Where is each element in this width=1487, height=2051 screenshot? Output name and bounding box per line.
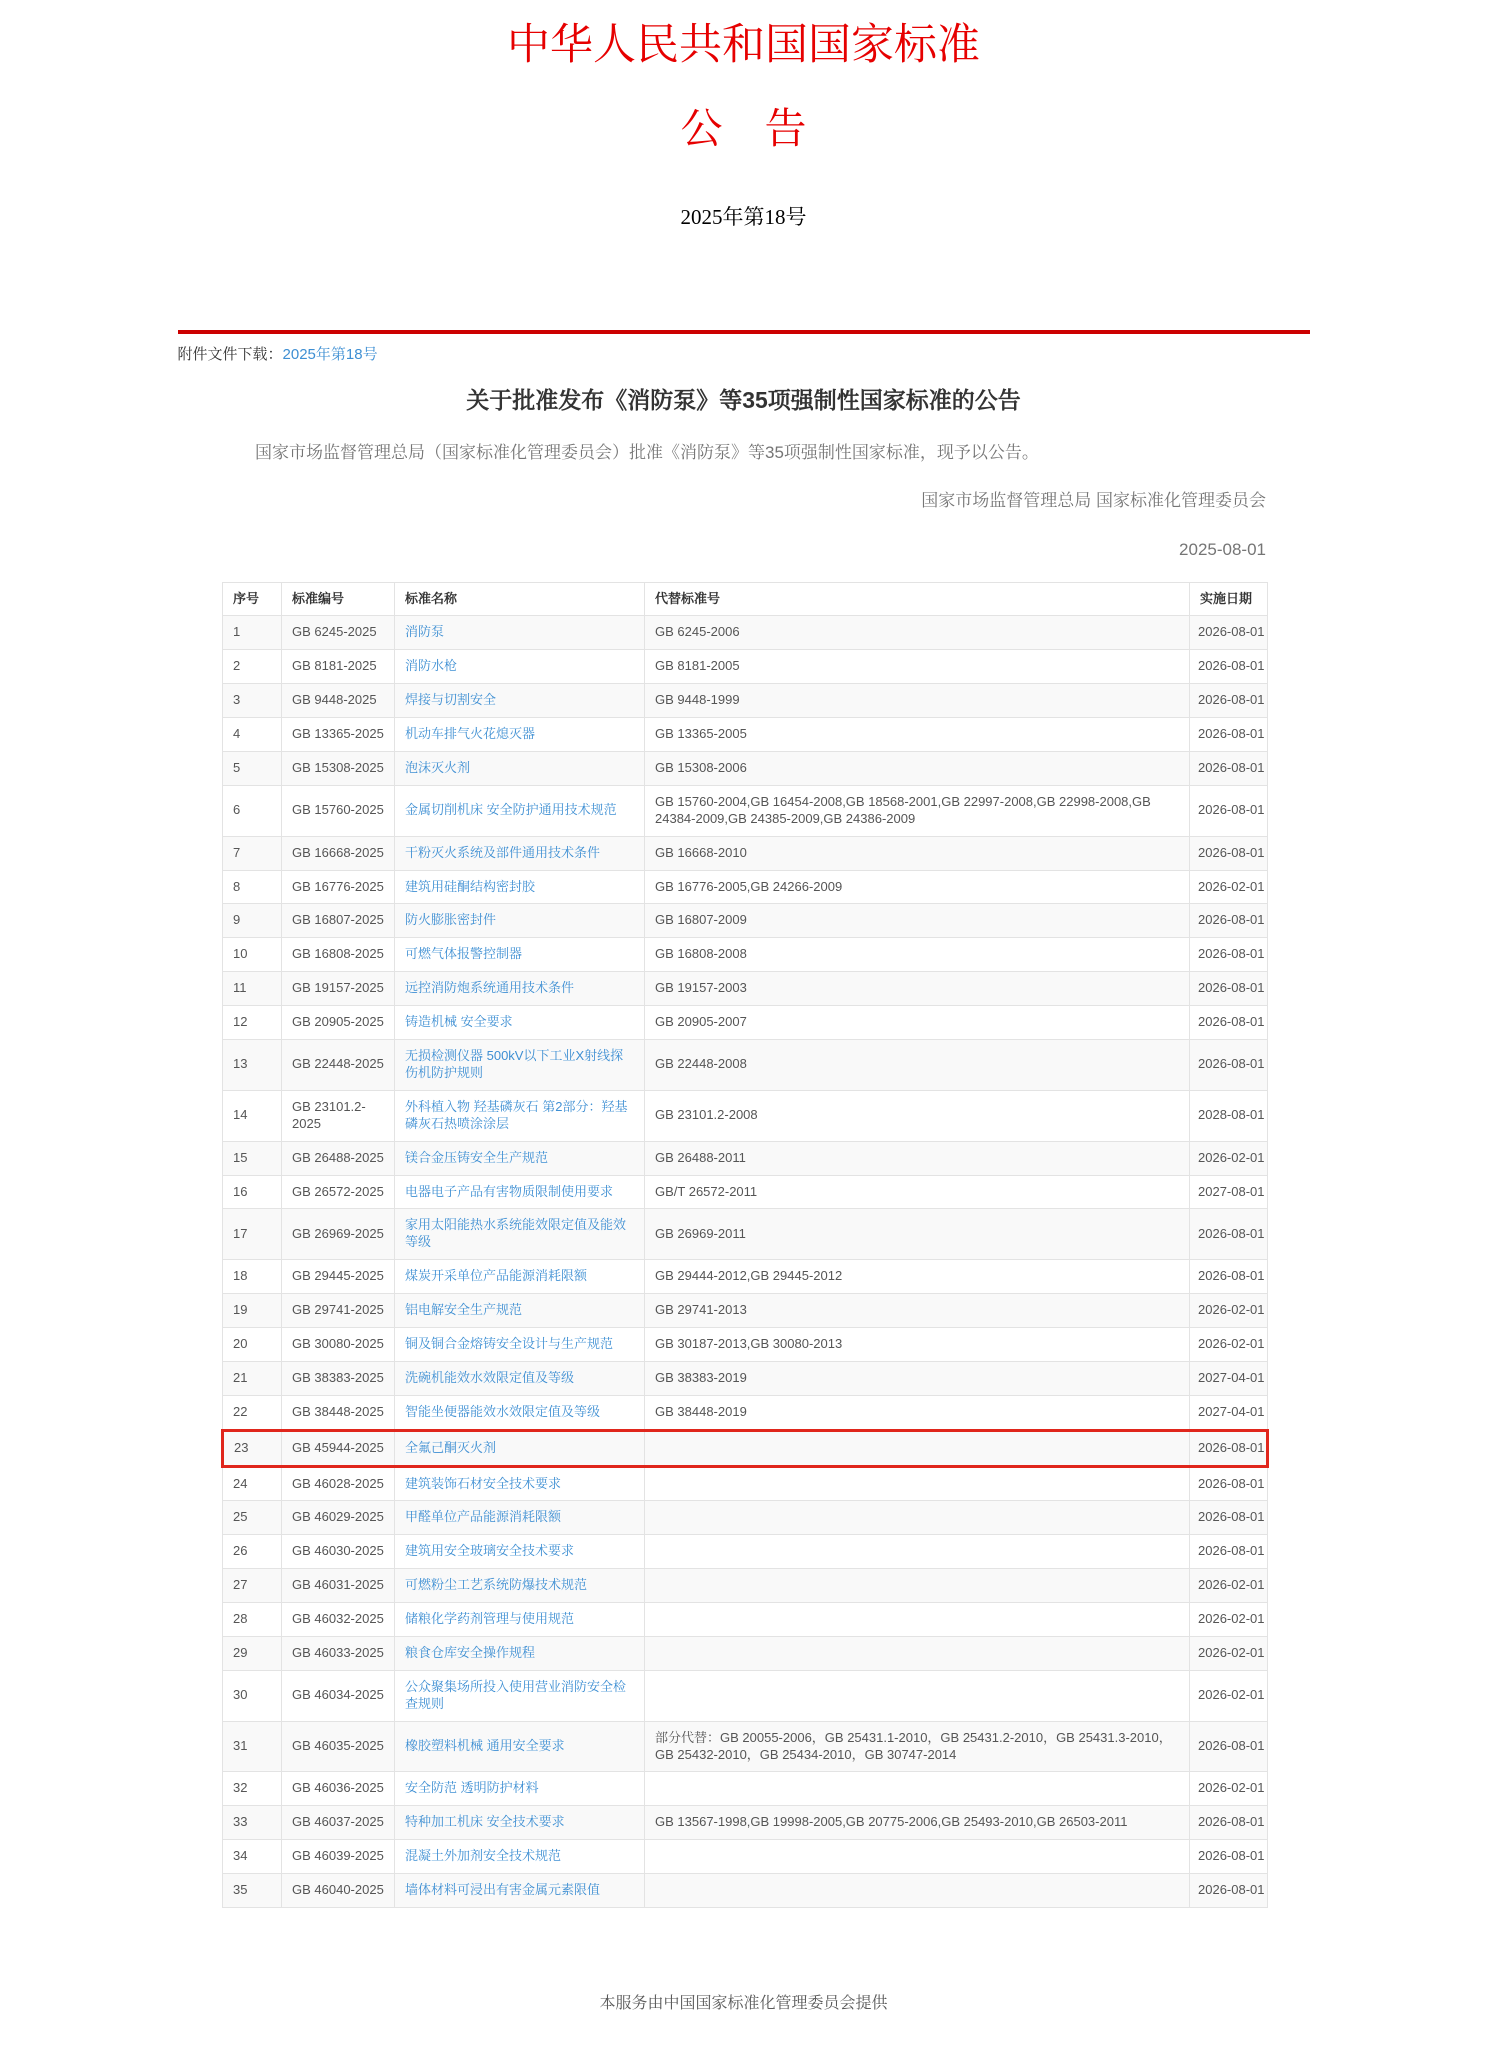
standard-code-cell: GB 46040-2025 bbox=[282, 1874, 395, 1908]
standard-code-cell: GB 46033-2025 bbox=[282, 1636, 395, 1670]
standard-name-link[interactable]: 家用太阳能热水系统能效限定值及能效等级 bbox=[405, 1217, 627, 1250]
effective-date-cell: 2026-08-01 bbox=[1190, 1721, 1268, 1772]
standard-name-cell bbox=[395, 1430, 645, 1466]
standard-name-link[interactable]: 安全防范 透明防护材料 bbox=[405, 1780, 539, 1796]
table-row bbox=[223, 870, 1268, 904]
red-divider bbox=[178, 330, 1310, 334]
seq-cell: 4 bbox=[223, 718, 282, 752]
standard-name-link[interactable]: 建筑用硅酮结构密封胶 bbox=[405, 878, 536, 894]
column-header-3: 代替标准号 bbox=[645, 582, 1190, 616]
standard-name-link[interactable]: 建筑装饰石材安全技术要求 bbox=[405, 1475, 562, 1491]
seq-cell: 20 bbox=[223, 1327, 282, 1361]
table-row bbox=[223, 1636, 1268, 1670]
effective-date-cell: 2026-02-01 bbox=[1190, 1636, 1268, 1670]
standard-name-cell bbox=[395, 616, 645, 650]
standard-code-cell: GB 15308-2025 bbox=[282, 752, 395, 786]
replaced-standards-cell bbox=[645, 1670, 1190, 1721]
table-row bbox=[223, 904, 1268, 938]
replaced-standards-cell: 部分代替：GB 20055-2006，GB 25431.1-2010，GB 25431.2-2010，GB 25431.3-2010，GB 25432-2010，GB 25434-2010，GB 30747-2014 bbox=[645, 1721, 1190, 1772]
seq-cell: 3 bbox=[223, 684, 282, 718]
effective-date-cell: 2026-08-01 bbox=[1190, 1040, 1268, 1091]
seq-cell: 1 bbox=[223, 616, 282, 650]
table-row bbox=[223, 1040, 1268, 1091]
standard-name-cell bbox=[395, 1260, 645, 1294]
replaced-standards-cell: GB 22448-2008 bbox=[645, 1040, 1190, 1091]
seq-cell: 19 bbox=[223, 1294, 282, 1328]
replaced-standards-cell bbox=[645, 1636, 1190, 1670]
standards-table bbox=[221, 582, 1269, 1908]
effective-date-cell: 2026-02-01 bbox=[1190, 870, 1268, 904]
standard-name-link[interactable]: 全氟己酮灭火剂 bbox=[405, 1439, 497, 1455]
replaced-standards-cell bbox=[645, 1466, 1190, 1501]
effective-date-cell: 2026-08-01 bbox=[1190, 972, 1268, 1006]
standard-name-link[interactable]: 洗碗机能效水效限定值及等级 bbox=[405, 1369, 575, 1385]
table-row bbox=[223, 752, 1268, 786]
replaced-standards-cell bbox=[645, 1535, 1190, 1569]
column-header-4: 实施日期 bbox=[1190, 582, 1268, 616]
seq-cell: 7 bbox=[223, 836, 282, 870]
seq-cell: 22 bbox=[223, 1395, 282, 1430]
standard-name-link[interactable]: 无损检测仪器 500kV以下工业X射线探伤机防护规则 bbox=[405, 1048, 624, 1080]
seq-cell: 18 bbox=[223, 1260, 282, 1294]
effective-date-cell: 2026-08-01 bbox=[1190, 1840, 1268, 1874]
standard-code-cell: GB 45944-2025 bbox=[282, 1430, 395, 1466]
effective-date-cell: 2026-08-01 bbox=[1190, 752, 1268, 786]
standard-name-link[interactable]: 铝电解安全生产规范 bbox=[405, 1302, 523, 1318]
seq-cell: 12 bbox=[223, 1006, 282, 1040]
table-row bbox=[223, 1501, 1268, 1535]
standard-code-cell: GB 19157-2025 bbox=[282, 972, 395, 1006]
standard-code-cell: GB 22448-2025 bbox=[282, 1040, 395, 1091]
standard-name-link[interactable]: 墙体材料可浸出有害金属元素限值 bbox=[405, 1882, 601, 1898]
standard-name-link[interactable]: 机动车排气火花熄灭器 bbox=[405, 726, 536, 742]
standard-name-link[interactable]: 焊接与切割安全 bbox=[405, 692, 497, 708]
standard-code-cell: GB 29445-2025 bbox=[282, 1260, 395, 1294]
standard-code-cell: GB 29741-2025 bbox=[282, 1294, 395, 1328]
standard-name-cell bbox=[395, 718, 645, 752]
seq-cell: 6 bbox=[223, 785, 282, 836]
standard-code-cell: GB 6245-2025 bbox=[282, 616, 395, 650]
table-row bbox=[223, 1090, 1268, 1141]
table-row bbox=[223, 1260, 1268, 1294]
standard-code-cell: GB 30080-2025 bbox=[282, 1327, 395, 1361]
attachment-download-link[interactable]: 2025年第18号 bbox=[282, 346, 378, 364]
standard-code-cell: GB 46031-2025 bbox=[282, 1569, 395, 1603]
effective-date-cell: 2026-02-01 bbox=[1190, 1141, 1268, 1175]
standard-name-cell bbox=[395, 650, 645, 684]
replaced-standards-cell bbox=[645, 1874, 1190, 1908]
effective-date-cell: 2026-08-01 bbox=[1190, 938, 1268, 972]
standard-name-cell bbox=[395, 904, 645, 938]
standard-code-cell: GB 26969-2025 bbox=[282, 1209, 395, 1260]
table-row bbox=[223, 684, 1268, 718]
standard-code-cell: GB 46037-2025 bbox=[282, 1806, 395, 1840]
effective-date-cell: 2027-04-01 bbox=[1190, 1395, 1268, 1430]
seq-cell: 26 bbox=[223, 1535, 282, 1569]
standard-name-link[interactable]: 消防泵 bbox=[405, 624, 445, 640]
seq-cell: 27 bbox=[223, 1569, 282, 1603]
seq-cell: 8 bbox=[223, 870, 282, 904]
effective-date-cell: 2026-08-01 bbox=[1190, 616, 1268, 650]
replaced-standards-cell bbox=[645, 1569, 1190, 1603]
standard-name-cell bbox=[395, 1395, 645, 1430]
attachment-label: 附件文件下载： bbox=[177, 346, 283, 364]
standard-code-cell: GB 46034-2025 bbox=[282, 1670, 395, 1721]
table-row bbox=[223, 1006, 1268, 1040]
effective-date-cell: 2028-08-01 bbox=[1190, 1090, 1268, 1141]
effective-date-cell: 2026-02-01 bbox=[1190, 1603, 1268, 1637]
effective-date-cell: 2026-08-01 bbox=[1190, 650, 1268, 684]
standard-name-link[interactable]: 智能坐便器能效水效限定值及等级 bbox=[405, 1403, 601, 1419]
standard-code-cell: GB 26572-2025 bbox=[282, 1175, 395, 1209]
table-row bbox=[223, 1141, 1268, 1175]
standard-name-cell bbox=[395, 1840, 645, 1874]
replaced-standards-cell: GB 38448-2019 bbox=[645, 1395, 1190, 1430]
seq-cell: 35 bbox=[223, 1874, 282, 1908]
standard-name-cell bbox=[395, 1501, 645, 1535]
replaced-standards-cell: GB 9448-1999 bbox=[645, 684, 1190, 718]
standard-name-link[interactable]: 消防水枪 bbox=[405, 658, 458, 674]
standard-name-cell bbox=[395, 1670, 645, 1721]
standard-name-link[interactable]: 远控消防炮系统通用技术条件 bbox=[405, 980, 575, 996]
notice-date: 2025-08-01 bbox=[1179, 539, 1266, 559]
seq-cell: 23 bbox=[223, 1430, 282, 1466]
effective-date-cell: 2026-02-01 bbox=[1190, 1327, 1268, 1361]
replaced-standards-cell: GB 16808-2008 bbox=[645, 938, 1190, 972]
standard-code-cell: GB 16807-2025 bbox=[282, 904, 395, 938]
standard-name-link[interactable]: 铜及铜合金熔铸安全设计与生产规范 bbox=[405, 1335, 614, 1351]
standard-name-cell bbox=[395, 1006, 645, 1040]
notice-signature: 国家市场监督管理总局 国家标准化管理委员会 bbox=[921, 490, 1266, 510]
replaced-standards-cell: GB 29444-2012,GB 29445-2012 bbox=[645, 1260, 1190, 1294]
replaced-standards-cell: GB 8181-2005 bbox=[645, 650, 1190, 684]
effective-date-cell: 2026-08-01 bbox=[1190, 1535, 1268, 1569]
replaced-standards-cell: GB 20905-2007 bbox=[645, 1006, 1190, 1040]
table-row bbox=[223, 1806, 1268, 1840]
standard-name-link[interactable]: 混凝土外加剂安全技术规范 bbox=[405, 1848, 562, 1864]
standard-name-link[interactable]: 建筑用安全玻璃安全技术要求 bbox=[405, 1543, 575, 1559]
standard-name-link[interactable]: 储粮化学药剂管理与使用规范 bbox=[405, 1611, 575, 1627]
standard-name-cell bbox=[395, 1466, 645, 1501]
standard-code-cell: GB 26488-2025 bbox=[282, 1141, 395, 1175]
replaced-standards-cell: GB 15308-2006 bbox=[645, 752, 1190, 786]
effective-date-cell: 2026-08-01 bbox=[1190, 1874, 1268, 1908]
effective-date-cell: 2026-08-01 bbox=[1190, 785, 1268, 836]
effective-date-cell: 2027-08-01 bbox=[1190, 1175, 1268, 1209]
document-title: 中华人民共和国国家标准 bbox=[507, 22, 980, 69]
effective-date-cell: 2026-08-01 bbox=[1190, 684, 1268, 718]
replaced-standards-cell: GB 6245-2006 bbox=[645, 616, 1190, 650]
effective-date-cell: 2026-08-01 bbox=[1190, 1806, 1268, 1840]
seq-cell: 13 bbox=[223, 1040, 282, 1091]
table-row bbox=[223, 1430, 1268, 1466]
standard-name-cell bbox=[395, 684, 645, 718]
standard-name-cell bbox=[395, 870, 645, 904]
standard-name-cell bbox=[395, 1535, 645, 1569]
standard-name-cell bbox=[395, 1090, 645, 1141]
replaced-standards-cell bbox=[645, 1603, 1190, 1637]
standard-code-cell: GB 16668-2025 bbox=[282, 836, 395, 870]
standard-name-cell bbox=[395, 1721, 645, 1772]
table-row bbox=[223, 938, 1268, 972]
standard-name-cell bbox=[395, 1636, 645, 1670]
seq-cell: 25 bbox=[223, 1501, 282, 1535]
table-row bbox=[223, 1361, 1268, 1395]
standard-name-cell bbox=[395, 1361, 645, 1395]
table-row bbox=[223, 1721, 1268, 1772]
table-row bbox=[223, 1535, 1268, 1569]
seq-cell: 28 bbox=[223, 1603, 282, 1637]
seq-cell: 21 bbox=[223, 1361, 282, 1395]
effective-date-cell: 2026-02-01 bbox=[1190, 1670, 1268, 1721]
standard-code-cell: GB 20905-2025 bbox=[282, 1006, 395, 1040]
standard-name-cell bbox=[395, 1772, 645, 1806]
table-row bbox=[223, 718, 1268, 752]
standard-code-cell: GB 46028-2025 bbox=[282, 1466, 395, 1501]
effective-date-cell: 2026-08-01 bbox=[1190, 1260, 1268, 1294]
column-header-2: 标准名称 bbox=[395, 582, 645, 616]
standard-name-cell bbox=[395, 752, 645, 786]
standard-name-link[interactable]: 防火膨胀密封件 bbox=[405, 912, 497, 928]
table-row bbox=[223, 972, 1268, 1006]
standard-name-cell bbox=[395, 1294, 645, 1328]
table-row bbox=[223, 836, 1268, 870]
column-header-0: 序号 bbox=[223, 582, 282, 616]
standard-name-link[interactable]: 铸造机械 安全要求 bbox=[405, 1014, 513, 1030]
effective-date-cell: 2026-08-01 bbox=[1190, 836, 1268, 870]
standard-name-link[interactable]: 干粉灭火系统及部件通用技术条件 bbox=[405, 844, 601, 860]
seq-cell: 9 bbox=[223, 904, 282, 938]
document-subtitle: 公 告 bbox=[680, 107, 807, 154]
standard-code-cell: GB 38448-2025 bbox=[282, 1395, 395, 1430]
page-container bbox=[178, 22, 1310, 2013]
seq-cell: 16 bbox=[223, 1175, 282, 1209]
effective-date-cell: 2026-02-01 bbox=[1190, 1569, 1268, 1603]
seq-cell: 17 bbox=[223, 1209, 282, 1260]
replaced-standards-cell bbox=[645, 1840, 1190, 1874]
effective-date-cell: 2027-04-01 bbox=[1190, 1361, 1268, 1395]
replaced-standards-cell: GB 30187-2013,GB 30080-2013 bbox=[645, 1327, 1190, 1361]
seq-cell: 24 bbox=[223, 1466, 282, 1501]
standard-code-cell: GB 46030-2025 bbox=[282, 1535, 395, 1569]
table-row bbox=[223, 1466, 1268, 1501]
standard-name-cell bbox=[395, 836, 645, 870]
replaced-standards-cell: GB 16807-2009 bbox=[645, 904, 1190, 938]
seq-cell: 34 bbox=[223, 1840, 282, 1874]
standard-code-cell: GB 9448-2025 bbox=[282, 684, 395, 718]
table-row bbox=[223, 1670, 1268, 1721]
issue-number: 2025年第18号 bbox=[680, 205, 807, 230]
standard-name-link[interactable]: 煤炭开采单位产品能源消耗限额 bbox=[405, 1268, 588, 1284]
effective-date-cell: 2026-02-01 bbox=[1190, 1772, 1268, 1806]
standard-code-cell: GB 16776-2025 bbox=[282, 870, 395, 904]
standard-name-link[interactable]: 金属切削机床 安全防护通用技术规范 bbox=[405, 802, 617, 818]
table-row bbox=[223, 1772, 1268, 1806]
standard-name-cell bbox=[395, 1327, 645, 1361]
table-row bbox=[223, 1209, 1268, 1260]
seq-cell: 10 bbox=[223, 938, 282, 972]
replaced-standards-cell: GB 16776-2005,GB 24266-2009 bbox=[645, 870, 1190, 904]
standard-code-cell: GB 13365-2025 bbox=[282, 718, 395, 752]
standard-name-cell bbox=[395, 972, 645, 1006]
standard-name-cell bbox=[395, 1603, 645, 1637]
standard-name-link[interactable]: 外科植入物 羟基磷灰石 第2部分：羟基磷灰石热喷涂涂层 bbox=[405, 1098, 628, 1131]
standard-name-cell bbox=[395, 1040, 645, 1091]
table-row bbox=[223, 1874, 1268, 1908]
replaced-standards-cell: GB 26488-2011 bbox=[645, 1141, 1190, 1175]
effective-date-cell: 2026-08-01 bbox=[1190, 1209, 1268, 1260]
effective-date-cell: 2026-08-01 bbox=[1190, 1430, 1268, 1466]
replaced-standards-cell: GB 19157-2003 bbox=[645, 972, 1190, 1006]
standard-name-link[interactable]: 公众聚集场所投入使用营业消防安全检查规则 bbox=[405, 1678, 627, 1711]
standard-code-cell: GB 16808-2025 bbox=[282, 938, 395, 972]
standard-code-cell: GB 15760-2025 bbox=[282, 785, 395, 836]
standard-name-link[interactable]: 可燃气体报警控制器 bbox=[405, 946, 523, 962]
effective-date-cell: 2026-08-01 bbox=[1190, 1466, 1268, 1501]
standard-name-link[interactable]: 镁合金压铸安全生产规范 bbox=[405, 1149, 549, 1165]
seq-cell: 2 bbox=[223, 650, 282, 684]
standard-name-cell bbox=[395, 1209, 645, 1260]
effective-date-cell: 2026-08-01 bbox=[1190, 904, 1268, 938]
standard-name-link[interactable]: 橡胶塑料机械 通用安全要求 bbox=[405, 1738, 565, 1754]
table-row bbox=[223, 1603, 1268, 1637]
standard-code-cell: GB 46029-2025 bbox=[282, 1501, 395, 1535]
standard-name-cell bbox=[395, 1569, 645, 1603]
standard-name-link[interactable]: 粮食仓库安全操作规程 bbox=[405, 1644, 536, 1660]
standard-name-cell bbox=[395, 785, 645, 836]
notice-heading: 关于批准发布《消防泵》等35项强制性国家标准的公告 bbox=[466, 387, 1021, 414]
replaced-standards-cell: GB 26969-2011 bbox=[645, 1209, 1190, 1260]
replaced-standards-cell bbox=[645, 1772, 1190, 1806]
attachment-row bbox=[178, 343, 1310, 364]
seq-cell: 30 bbox=[223, 1670, 282, 1721]
standard-code-cell: GB 38383-2025 bbox=[282, 1361, 395, 1395]
notice-section bbox=[221, 382, 1266, 1908]
standard-code-cell: GB 46032-2025 bbox=[282, 1603, 395, 1637]
seq-cell: 33 bbox=[223, 1806, 282, 1840]
replaced-standards-cell: GB/T 26572-2011 bbox=[645, 1175, 1190, 1209]
replaced-standards-cell: GB 29741-2013 bbox=[645, 1294, 1190, 1328]
standard-code-cell: GB 46036-2025 bbox=[282, 1772, 395, 1806]
standard-name-cell bbox=[395, 1175, 645, 1209]
standard-name-link[interactable]: 可燃粉尘工艺系统防爆技术规范 bbox=[405, 1577, 588, 1593]
replaced-standards-cell: GB 13567-1998,GB 19998-2005,GB 20775-2006,GB 25493-2010,GB 26503-2011 bbox=[645, 1806, 1190, 1840]
replaced-standards-cell: GB 38383-2019 bbox=[645, 1361, 1190, 1395]
effective-date-cell: 2026-08-01 bbox=[1190, 718, 1268, 752]
table-row bbox=[223, 785, 1268, 836]
effective-date-cell: 2026-08-01 bbox=[1190, 1006, 1268, 1040]
standard-name-link[interactable]: 甲醛单位产品能源消耗限额 bbox=[405, 1509, 562, 1525]
footer-text: 本服务由中国国家标准化管理委员会提供 bbox=[599, 1994, 888, 2012]
replaced-standards-cell: GB 13365-2005 bbox=[645, 718, 1190, 752]
table-row bbox=[223, 616, 1268, 650]
table-row bbox=[223, 1840, 1268, 1874]
notice-body-text: 国家市场监督管理总局（国家标准化管理委员会）批准《消防泵》等35项强制性国家标准，现予以公告。 bbox=[255, 443, 1039, 463]
seq-cell: 32 bbox=[223, 1772, 282, 1806]
standard-name-cell bbox=[395, 1141, 645, 1175]
standard-name-cell bbox=[395, 938, 645, 972]
table-row bbox=[223, 1327, 1268, 1361]
standards-table-body bbox=[223, 616, 1268, 1908]
standard-code-cell: GB 46039-2025 bbox=[282, 1840, 395, 1874]
seq-cell: 15 bbox=[223, 1141, 282, 1175]
effective-date-cell: 2026-08-01 bbox=[1190, 1501, 1268, 1535]
standard-name-cell bbox=[395, 1806, 645, 1840]
effective-date-cell: 2026-02-01 bbox=[1190, 1294, 1268, 1328]
standard-name-cell bbox=[395, 1874, 645, 1908]
standard-code-cell: GB 8181-2025 bbox=[282, 650, 395, 684]
table-row bbox=[223, 1569, 1268, 1603]
table-row bbox=[223, 1175, 1268, 1209]
seq-cell: 29 bbox=[223, 1636, 282, 1670]
replaced-standards-cell bbox=[645, 1430, 1190, 1466]
standard-name-link[interactable]: 泡沫灭火剂 bbox=[405, 760, 471, 776]
seq-cell: 5 bbox=[223, 752, 282, 786]
replaced-standards-cell: GB 23101.2-2008 bbox=[645, 1090, 1190, 1141]
table-row bbox=[223, 650, 1268, 684]
seq-cell: 14 bbox=[223, 1090, 282, 1141]
standard-code-cell: GB 46035-2025 bbox=[282, 1721, 395, 1772]
replaced-standards-cell bbox=[645, 1501, 1190, 1535]
seq-cell: 31 bbox=[223, 1721, 282, 1772]
table-header-row bbox=[223, 582, 1268, 616]
standard-code-cell: GB 23101.2-2025 bbox=[282, 1090, 395, 1141]
seq-cell: 11 bbox=[223, 972, 282, 1006]
standard-name-link[interactable]: 电器电子产品有害物质限制使用要求 bbox=[405, 1183, 614, 1199]
replaced-standards-cell: GB 16668-2010 bbox=[645, 836, 1190, 870]
table-row bbox=[223, 1395, 1268, 1430]
table-row bbox=[223, 1294, 1268, 1328]
column-header-1: 标准编号 bbox=[282, 582, 395, 616]
replaced-standards-cell: GB 15760-2004,GB 16454-2008,GB 18568-2001,GB 22997-2008,GB 22998-2008,GB 24384-2009,GB 24385-2009,GB 24386-2009 bbox=[645, 785, 1190, 836]
standard-name-link[interactable]: 特种加工机床 安全技术要求 bbox=[405, 1814, 565, 1830]
